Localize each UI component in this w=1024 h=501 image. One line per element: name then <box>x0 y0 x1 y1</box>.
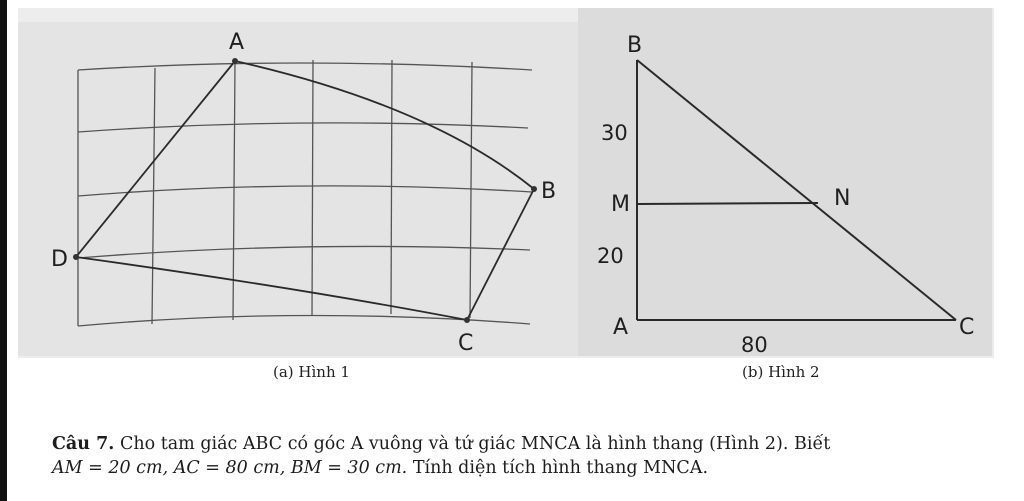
question-line-2 <box>52 456 972 480</box>
question-label: Câu 7. <box>52 434 115 454</box>
figure1-grid <box>78 60 532 326</box>
edge-dc <box>76 257 467 320</box>
fig2-label-a: A <box>613 315 629 340</box>
question-line-1 <box>52 432 972 456</box>
segment-mn <box>637 203 818 204</box>
figure1-caption: (a) Hình 1 <box>273 363 350 381</box>
figure2-triangle <box>637 60 956 320</box>
question-line-1-text: Cho tam giác ABC có góc A vuông và tứ giác MNCA là hình thang (Hình 2). Biết <box>119 434 831 454</box>
fig2-label-c: C <box>959 315 975 340</box>
length-ac: 80 <box>741 333 768 357</box>
fig2-label-n: N <box>834 186 851 211</box>
fig2-label-b: B <box>627 33 643 58</box>
edge-bc <box>467 189 534 320</box>
fig1-label-b: B <box>541 179 557 204</box>
edge-ab <box>235 61 534 189</box>
fig2-label-m: M <box>611 192 630 217</box>
fig1-label-c: C <box>458 331 474 356</box>
length-am: 20 <box>597 244 624 268</box>
question-given-values: AM = 20 cm, AC = 80 cm, BM = 30 cm. <box>52 458 408 478</box>
fig1-label-d: D <box>51 247 68 272</box>
fig1-label-a: A <box>229 30 245 55</box>
figure2-caption: (b) Hình 2 <box>742 363 820 381</box>
length-bm: 30 <box>601 121 628 145</box>
edge-da <box>76 61 235 257</box>
figure1-vertices <box>73 58 537 323</box>
question-task: Tính diện tích hình thang MNCA. <box>412 458 709 478</box>
question-text <box>52 432 972 480</box>
side-bc <box>637 60 956 320</box>
figure1-quadrilateral <box>76 61 534 320</box>
